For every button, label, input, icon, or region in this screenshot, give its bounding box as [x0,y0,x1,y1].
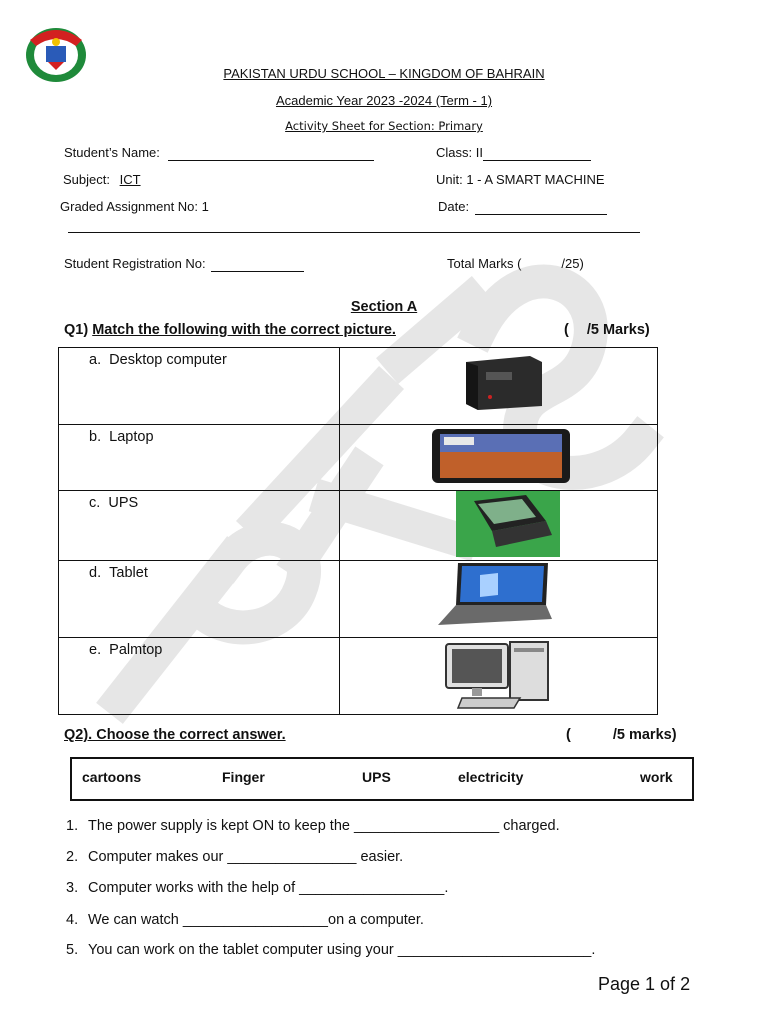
item-letter: a. [89,352,102,368]
question-number: 1. [66,818,79,834]
q1-marks [564,322,650,338]
desktop-computer-icon [444,640,552,710]
question-text-end: on a computer. [328,912,424,928]
q1-marks-label: /5 Marks) [586,322,650,338]
question-number: 4. [66,912,79,928]
subject-label: Subject: [63,172,110,187]
item-label: Tablet [109,565,148,581]
match-picture-cell[interactable] [340,638,658,715]
class-label: Class: II [436,145,483,160]
question-text-end: charged. [499,818,560,834]
item-letter: e. [89,642,102,658]
student-name-field[interactable] [64,145,374,161]
answer-blank[interactable]: __________________ [182,912,328,928]
q1-title: Match the following with the correct picture. [92,322,396,338]
matching-table [58,347,658,715]
match-picture-cell[interactable] [340,561,658,638]
student-name-blank[interactable] [168,145,374,161]
answer-blank[interactable]: ________________________ [397,942,592,958]
match-picture-cell[interactable] [340,348,658,425]
unit-label: Unit: 1 - A SMART MACHINE [436,172,605,187]
question-number: 5. [66,942,79,958]
table-row [59,638,658,715]
answer-blank[interactable]: __________________ [353,818,500,834]
item-label: UPS [108,495,139,511]
question-item [66,912,424,928]
question-number: 2. [66,849,79,865]
question-text: The power supply is kept ON to keep the [88,818,354,834]
school-name: PAKISTAN URDU SCHOOL – KINGDOM OF BAHRAIN [223,66,545,81]
match-label-e [59,638,340,715]
laptop-icon [436,561,554,629]
table-row [59,425,658,491]
question-text-end: . [591,942,596,958]
total-marks [447,256,584,271]
registration-field[interactable] [64,256,304,272]
date-field[interactable] [438,199,607,215]
activity-sheet-title: Activity Sheet for Section: Primary [285,119,483,133]
item-letter: b. [89,429,102,445]
academic-year: Academic Year 2023 -2024 (Term - 1) [275,93,493,108]
table-row [59,561,658,638]
question-number: 3. [66,880,79,896]
total-marks-label: Total Marks ( [447,256,522,271]
question-text: Computer works with the help of [88,880,300,896]
q1-marks-open: ( [564,322,569,338]
match-label-a [59,348,340,425]
q2-marks-open: ( [566,727,571,743]
registration-blank[interactable] [211,256,304,272]
match-label-b [59,425,340,491]
item-letter: c. [89,495,101,511]
question-text-end: easier. [356,849,404,865]
word-bank-item: work [640,769,673,785]
q1-prefix: Q1) [64,322,93,338]
word-bank-item: UPS [362,769,391,785]
q2-marks [566,727,677,743]
page-number: Page 1 of 2 [598,974,691,994]
date-blank[interactable] [475,199,607,215]
question-text: We can watch [88,912,183,928]
question-item [66,942,595,958]
palmtop-icon [456,491,560,557]
q2-marks-label: /5 marks) [612,727,677,743]
table-row [59,348,658,425]
ups-icon [460,352,546,412]
student-name-label: Student’s Name: [64,145,160,160]
match-picture-cell[interactable] [340,491,658,561]
question-text: You can work on the tablet computer using your [88,942,398,958]
q1-heading [64,322,396,338]
answer-blank[interactable]: __________________ [299,880,445,896]
date-label: Date: [438,199,470,214]
class-blank[interactable] [483,145,591,161]
item-label: Laptop [109,429,154,445]
question-text-end: . [444,880,449,896]
table-row [59,491,658,561]
section-title: Section A [350,299,418,315]
question-text: Computer makes our [88,849,228,865]
divider [68,232,640,233]
word-bank [70,757,694,801]
assignment-number: Graded Assignment No: 1 [60,199,209,214]
word-bank-item: electricity [458,769,524,785]
class-field[interactable] [436,145,591,161]
item-label: Desktop computer [109,352,227,368]
question-item [66,818,560,834]
match-label-d [59,561,340,638]
match-label-c [59,491,340,561]
word-bank-item: Finger [222,769,265,785]
word-bank-item: cartoons [82,769,142,785]
q2-title: Q2). Choose the correct answer. [64,727,286,743]
item-label: Palmtop [109,642,163,658]
tablet-icon [430,427,572,485]
match-picture-cell[interactable] [340,425,658,491]
registration-label: Student Registration No: [64,256,206,271]
item-letter: d. [89,565,102,581]
question-item [66,849,403,865]
question-item [66,880,448,896]
answer-blank[interactable]: ________________ [227,849,357,865]
subject-value: ICT [119,172,141,187]
total-marks-value: /25) [561,256,584,271]
subject-field [63,172,141,187]
